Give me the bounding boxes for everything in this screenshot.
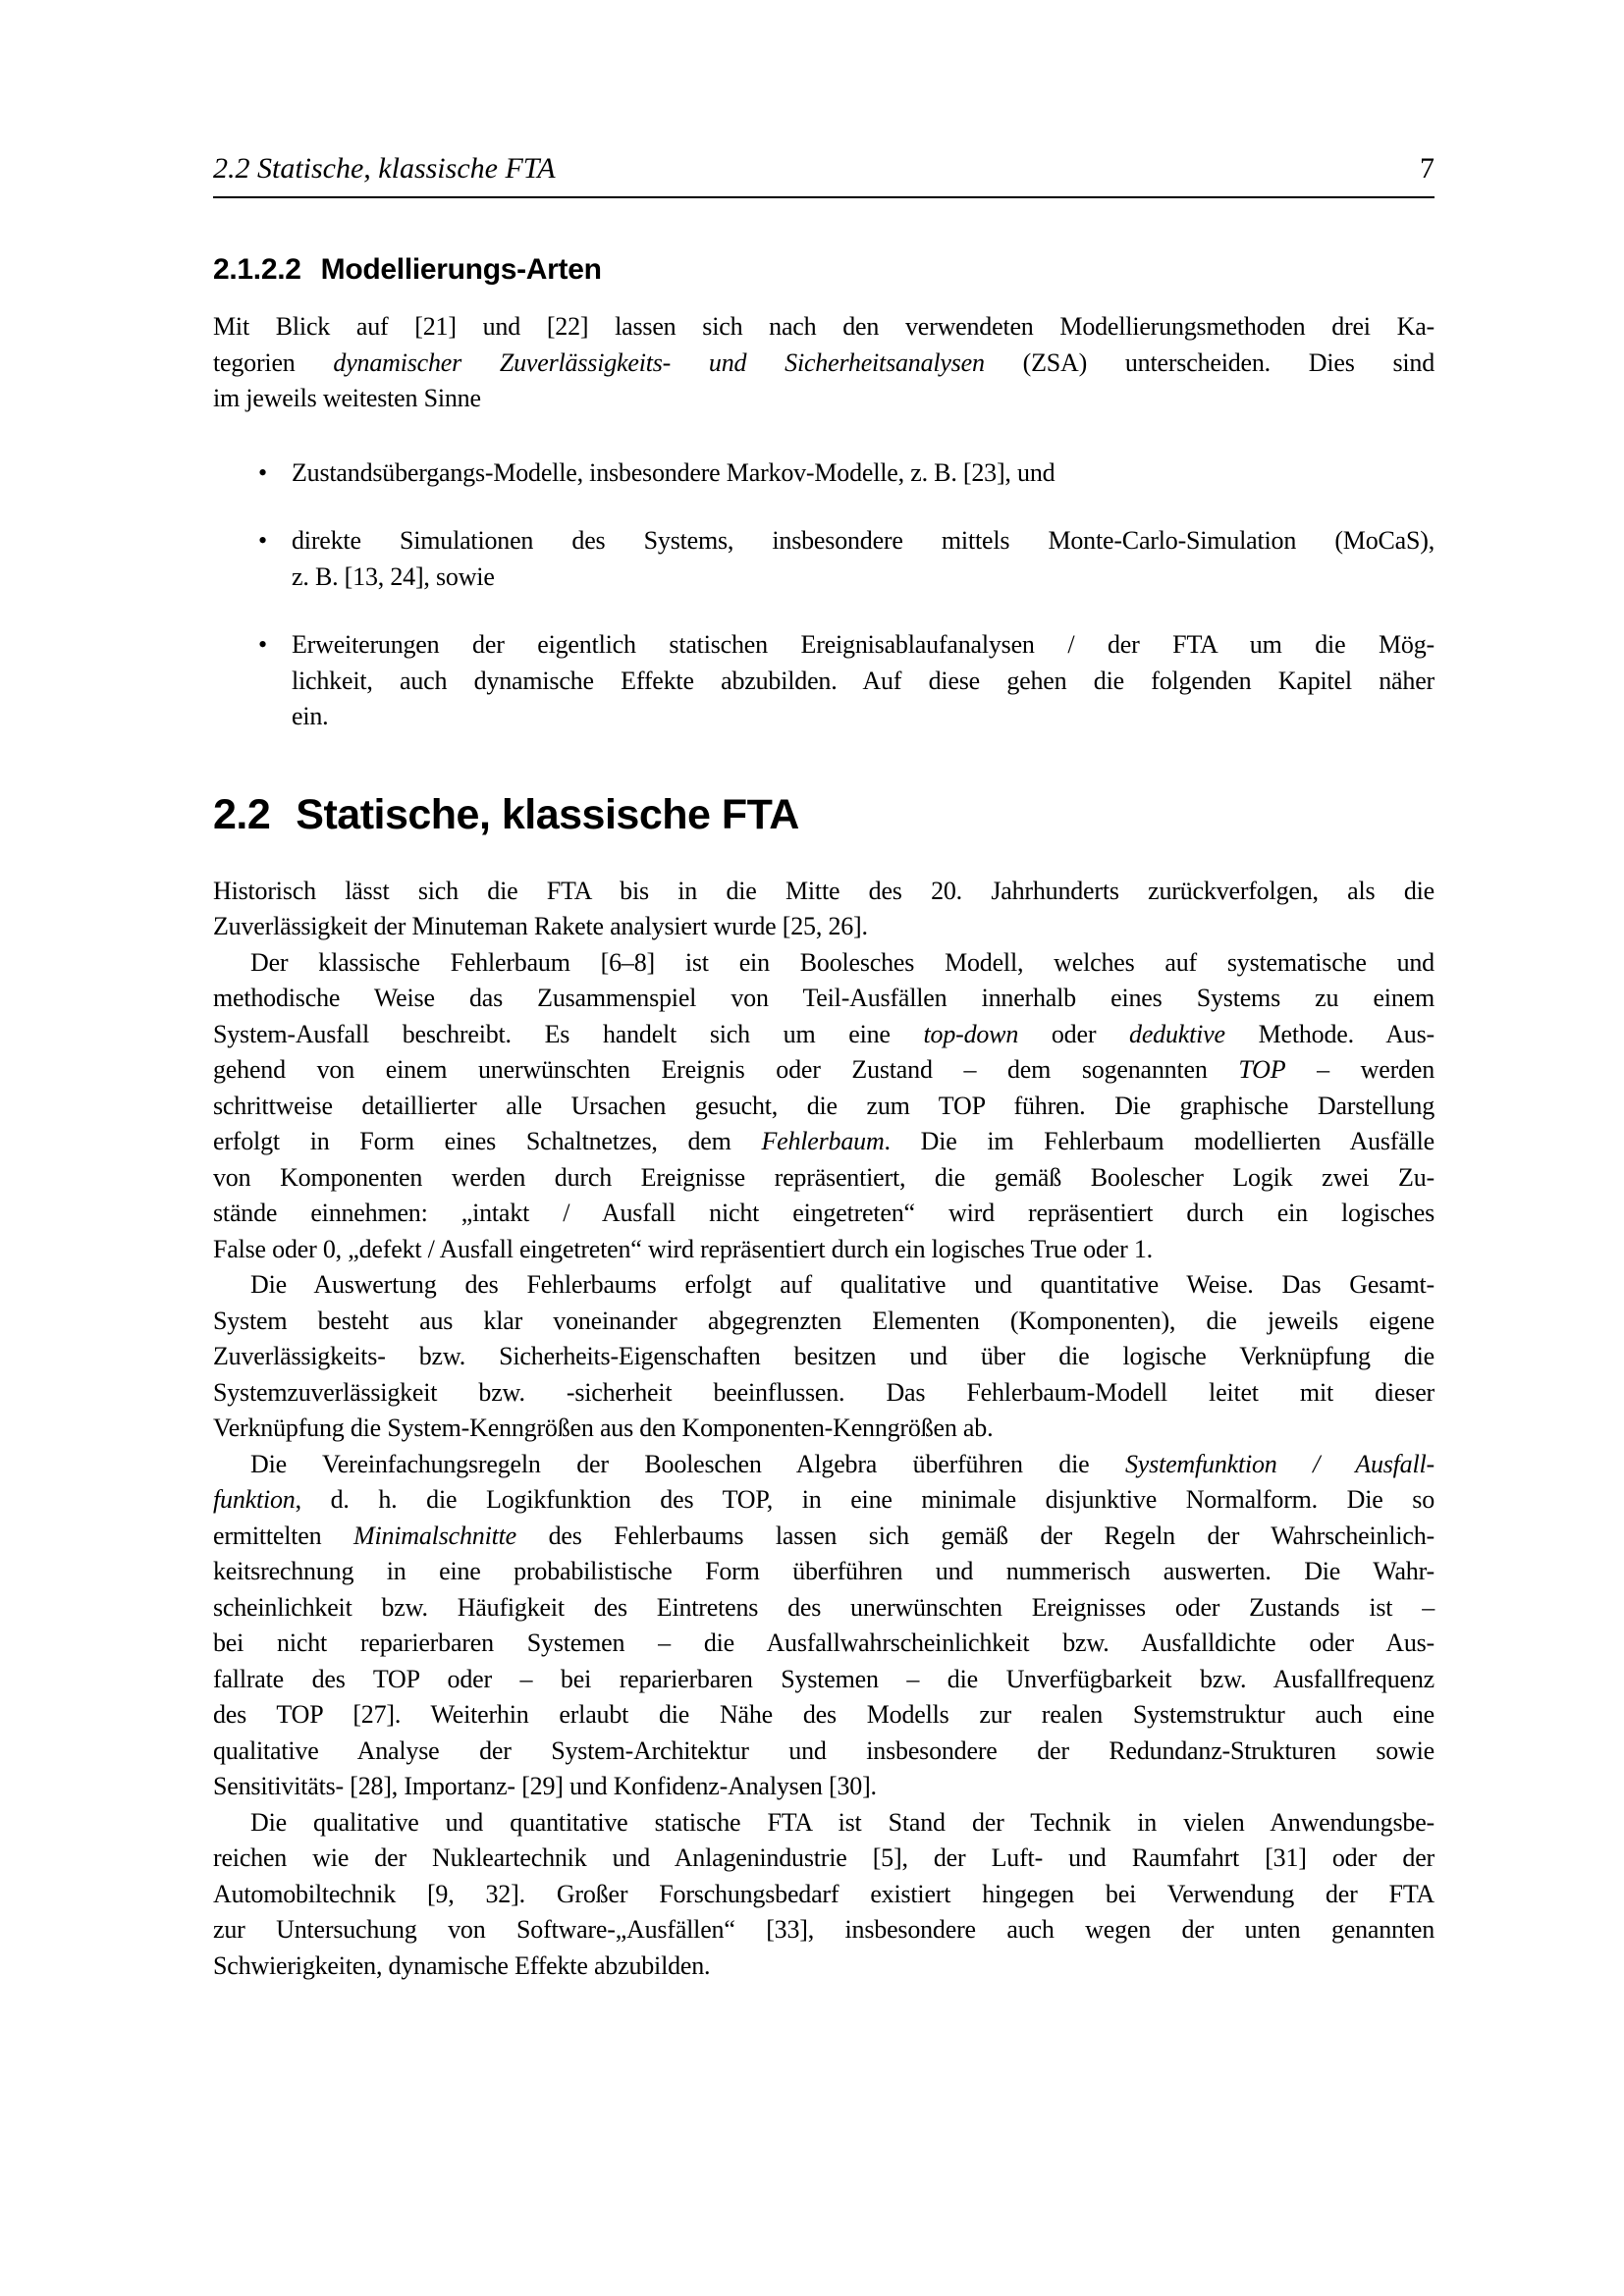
subsection-heading: [213, 250, 1435, 290]
text-line: Automobiltechnik [9, 32]. Großer Forschungsbedarf existiert hingegen bei Verwendung der FTA: [213, 1879, 1435, 1908]
bullet-marker-icon: •: [258, 526, 268, 555]
running-header-section-label: 2.2 Statische, klassische FTA: [213, 152, 556, 185]
bullet-text: [292, 627, 1435, 735]
text-line: Systemzuverlässigkeit bzw. -sicherheit beeinflussen. Das Fehlerbaum-Modell leitet mit dieser: [213, 1377, 1435, 1407]
text-line: System besteht aus klar voneinander abgegrenzten Elementen (Komponenten), die jeweils eigene: [213, 1306, 1435, 1335]
intro-paragraph: [213, 309, 1435, 417]
text-line: erfolgt in Form eines Schaltnetzes, dem Fehlerbaum. Die im Fehlerbaum modellierten Ausfälle: [213, 1127, 1435, 1155]
text-line: keitsrechnung in eine probabilistische Form überführen und nummerisch auswerten. Die Wahr-: [213, 1557, 1435, 1585]
bullet-item: [213, 627, 1435, 735]
text-line: methodische Weise das Zusammenspiel von Teil-Ausfällen innerhalb eines Systems zu einem: [213, 984, 1435, 1012]
text-line: ein.: [292, 702, 329, 730]
paragraph: [213, 1267, 1435, 1447]
text-line: Historisch lässt sich die FTA bis in die Mitte des 20. Jahrhunderts zurückverfolgen, als die: [213, 876, 1435, 905]
section-number: 2.2: [213, 790, 271, 838]
text-line: Die Auswertung des Fehlerbaums erfolgt auf qualitative und quantitative Weise. Das Gesamt-: [250, 1270, 1435, 1299]
paragraph: [213, 945, 1435, 1268]
text-line: bei nicht reparierbaren Systemen – die Ausfallwahrscheinlichkeit bzw. Ausfalldichte oder Aus-: [213, 1629, 1435, 1657]
paragraph: [213, 1805, 1435, 1985]
paragraph: [213, 1447, 1435, 1805]
text-line: tegorien dynamischer Zuverlässigkeits- und Sicherheitsanalysen (ZSA) unterscheiden. Dies sind: [213, 347, 1435, 377]
text-line: gehend von einem unerwünschten Ereignis oder Zustand – dem sogenannten TOP – werden: [213, 1055, 1435, 1084]
text-line: des TOP [27]. Weiterhin erlaubt die Nähe des Modells zur realen Systemstruktur auch eine: [213, 1700, 1435, 1729]
text-line: schrittweise detaillierter alle Ursachen gesucht, die zum TOP führen. Die graphische Darstellung: [213, 1091, 1435, 1120]
text-line: lichkeit, auch dynamische Effekte abzubilden. Auf diese gehen die folgenden Kapitel näher: [292, 666, 1435, 695]
bullet-marker-icon: •: [258, 630, 268, 659]
text-line: im jeweils weitesten Sinne: [213, 384, 481, 412]
text-line: fallrate des TOP oder – bei reparierbaren Systemen – die Unverfügbarkeit bzw. Ausfallfrequenz: [213, 1664, 1435, 1693]
text-line: Der klassische Fehlerbaum [6–8] ist ein Boolesches Modell, welches auf systematische und: [250, 947, 1435, 977]
text-line: System-Ausfall beschreibt. Es handelt sich um eine top-down oder deduktive Methode. Aus-: [213, 1019, 1435, 1048]
subsection-number: 2.1.2.2: [213, 253, 301, 286]
text-line: qualitative Analyse der System-Architektur und insbesondere der Redundanz-Strukturen sowie: [213, 1735, 1435, 1765]
text-line: Schwierigkeiten, dynamische Effekte abzubilden.: [213, 1950, 711, 1980]
section-heading: [213, 789, 1435, 840]
text-line: von Komponenten werden durch Ereignisse repräsentiert, die gemäß Boolescher Logik zwei Zu-: [213, 1162, 1435, 1192]
text-line: Zustandsübergangs-Modelle, insbesondere Markov-Modelle, z. B. [23], und: [292, 457, 1056, 487]
text-line: funktion, d. h. die Logikfunktion des TOP, in eine minimale disjunktive Normalform. Die so: [213, 1485, 1435, 1514]
text-line: z. B. [13, 24], sowie: [292, 561, 495, 591]
text-line: Die Vereinfachungsregeln der Booleschen Algebra überführen die Systemfunktion / Ausfall-: [250, 1449, 1435, 1478]
text-line: Verknüpfung die System-Kenngrößen aus den Komponenten-Kenngrößen ab.: [213, 1414, 994, 1442]
running-header: [213, 149, 1435, 188]
text-line: reichen wie der Nukleartechnik und Anlagenindustrie [5], der Luft- und Raumfahrt [31] oder der: [213, 1843, 1435, 1872]
text-line: Sensitivitäts- [28], Importanz- [29] und Konfidenz-Analysen [30].: [213, 1772, 877, 1800]
page-number: 7: [1420, 152, 1435, 185]
text-line: Erweiterungen der eigentlich statischen Ereignisablaufanalysen / der FTA um die Mög-: [292, 630, 1435, 659]
text-line: stände einnehmen: „intakt / Ausfall nicht eingetreten“ wird repräsentiert durch ein logisches: [213, 1199, 1435, 1227]
text-line: Zuverlässigkeits- bzw. Sicherheits-Eigenschaften besitzen und über die logische Verknüpfung die: [213, 1342, 1435, 1370]
section-title: Statische, klassische FTA: [296, 790, 799, 838]
header-rule: [213, 196, 1435, 198]
bullet-list: [213, 455, 1435, 735]
text-line: False oder 0, „defekt / Ausfall eingetreten“ wird repräsentiert durch ein logisches True oder 1.: [213, 1234, 1153, 1263]
bullet-marker-icon: •: [258, 457, 268, 487]
text-line: Die qualitative und quantitative statische FTA ist Stand der Technik in vielen Anwendungsbe-: [250, 1807, 1435, 1837]
text-line: zur Untersuchung von Software-„Ausfällen“ [33], insbesondere auch wegen der unten genannten: [213, 1915, 1435, 1944]
text-block: [213, 0, 1435, 1984]
subsection-title: Modellierungs-Arten: [320, 253, 602, 286]
text-line: Zuverlässigkeit der Minuteman Rakete analysiert wurde [25, 26].: [213, 912, 868, 940]
bullet-text: [292, 455, 1435, 492]
bullet-text: [292, 523, 1435, 595]
paragraph: [213, 874, 1435, 945]
text-line: ermittelten Minimalschnitte des Fehlerbaums lassen sich gemäß der Regeln der Wahrscheinlich-: [213, 1521, 1435, 1550]
body-paragraphs: [213, 874, 1435, 1985]
bullet-item: [213, 455, 1435, 492]
text-line: Mit Blick auf [21] und [22] lassen sich nach den verwendeten Modellierungsmethoden drei Ka-: [213, 312, 1435, 341]
text-line: direkte Simulationen des Systems, insbesondere mittels Monte-Carlo-Simulation (MoCaS),: [292, 526, 1435, 555]
bullet-item: [213, 523, 1435, 595]
text-line: scheinlichkeit bzw. Häufigkeit des Eintretens des unerwünschten Ereignisses oder Zustands ist –: [213, 1592, 1435, 1622]
